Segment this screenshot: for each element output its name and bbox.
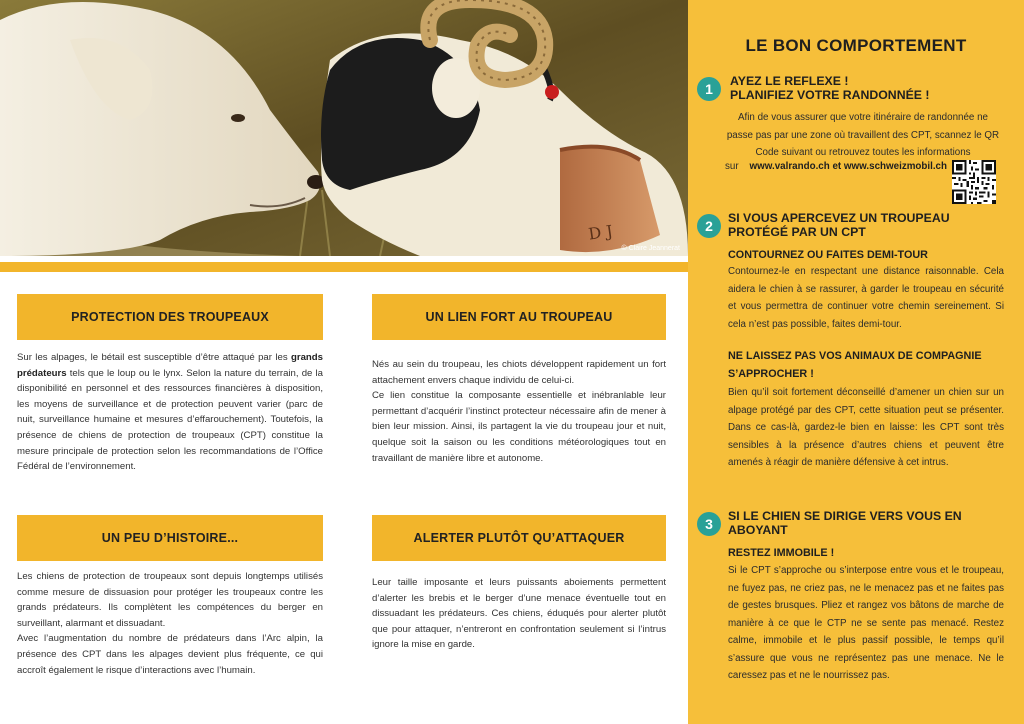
divider-stripe xyxy=(0,262,688,272)
step-2-subheading-1: CONTOURNEZ OU FAITES DEMI-TOUR xyxy=(728,249,928,261)
links-join: et xyxy=(832,161,842,172)
step-3-subheading: RESTEZ IMMOBILE ! xyxy=(728,547,835,559)
step-3-heading-line1: SI LE CHIEN SE DIRIGE VERS VOUS EN xyxy=(728,509,962,523)
card-histoire-header xyxy=(17,515,323,561)
card-alerter-header xyxy=(372,515,666,561)
link-schweizmobil[interactable]: www.schweizmobil.ch xyxy=(843,161,947,172)
card-protection-text-start: Sur les alpages, le bétail est susceptible d’être attaqué par les xyxy=(17,352,291,363)
card-alerter-title: ALERTER PLUTÔT QU’ATTAQUER xyxy=(413,531,625,545)
card-histoire-title: UN PEU D’HISTOIRE... xyxy=(101,531,239,545)
step-2-text-1: Contournez-le en respectant une distance raisonnable. Cela aidera le chien à se rassurer, à garder le troupeau en sécurité et vous permettra de continuer votre chemin sereinement. Si cela n’est pas possible, faites demi-tour. xyxy=(728,266,1004,330)
card-lien-title: UN LIEN FORT AU TROUPEAU xyxy=(425,310,613,324)
photo-credit: © Claire Jeannerat xyxy=(621,245,680,252)
step-1-heading-line1: AYEZ LE REFLEXE ! xyxy=(730,74,849,88)
link-valrando[interactable]: www.valrando.ch xyxy=(749,161,830,172)
step-1-heading-line2: PLANIFIEZ VOTRE RANDONNÉE ! xyxy=(730,88,930,102)
step-1-heading xyxy=(730,74,1010,102)
step-3-heading xyxy=(728,509,1010,537)
collar-initials: D J xyxy=(587,221,614,244)
card-histoire-p2: Avec l’augmentation du nombre de prédateurs dans l’Arc alpin, la présence des CPT dans les alpages devient plus fréquente, ce qui accroît également le risque d’interactions avec l’humain. xyxy=(17,633,323,676)
step-2-heading-line2: PROTÉGÉ PAR UN CPT xyxy=(728,225,866,239)
panel-title: LE BON COMPORTEMENT xyxy=(745,36,967,55)
card-lien-p2: Ce lien constitue la composante essentielle et inébranlable leur permettant d’acquérir l’instinct protecteur nécessaire afin de mener à bien leur mission. Ainsi, ils partagent la vie du troupeau jour et nuit, quelque soit la saison ou les conditions météorologiques tout en travaillant de manière libre et autonome. xyxy=(372,390,666,464)
card-alerter-body xyxy=(372,575,666,653)
card-histoire-body xyxy=(17,569,323,678)
step-3-text: Si le CPT s’approche ou s’interpose entre vous et le troupeau, ne fuyez pas, ne criez pas, ne le menacez pas et ne faites pas de gestes brusques. Pliez et rangez vos bâtons de marche de manière à ce que le CTP ne se sente pas menacé. Restez calme, immobile et le plus passif possible, le temps qu’il s’assure que vous ne représentez pas une menace. Ne le caressez pas et ne le nourrissez pas. xyxy=(728,565,1004,681)
step-3-badge: 3 xyxy=(697,512,721,536)
card-alerter-text: Leur taille imposante et leurs puissants aboiements permettent d’alerter les brebis et le berger d’une menace éventuelle tout en dissuadant les prédateurs. Ces chiens, éduqués pour alerter plutôt que pour attaquer, n’entreront en confrontation seulement si l’intrus ignore la mise en garde. xyxy=(372,577,666,651)
step-2-text-2: Bien qu’il soit fortement déconseillé d’amener un chien sur un alpage protégé par des CPT, cette situation peut se présenter. Dans ce cas-là, gardez-le bien en laisse: les CPT sont très sensibles à la présence d’autres chiens et peuvent être amenés à réagir de manière défensive à cet intrus. xyxy=(728,387,1004,468)
card-histoire-p1: Les chiens de protection de troupeaux sont depuis longtemps utilisés comme mesure de dissuasion pour protéger les troupeaux contre les grands prédateurs. Ils complètent les compétences du berger en surveillant, alarmant et dissuadant. xyxy=(17,571,323,629)
qr-code-icon[interactable] xyxy=(952,160,996,204)
step-2-heading-line1: SI VOUS APERCEVEZ UN TROUPEAU xyxy=(728,211,950,225)
qr-code-graphic xyxy=(952,160,996,204)
step-2-badge: 2 xyxy=(697,214,721,238)
card-lien-p1: Nés au sein du troupeau, les chiots développent rapidement un fort attachement envers chaque individu de celui-ci. xyxy=(372,359,666,386)
step-1-links xyxy=(725,161,947,172)
card-protection-text xyxy=(17,350,323,475)
card-protection-body xyxy=(17,350,323,475)
dog-and-sheep-image xyxy=(0,0,688,256)
card-protection-text-end: tels que le loup ou le lynx. Selon la nature du terrain, de la disponibilité en personnel et des ressources financières à disposition, les moyens de surveillance et de protection peuvent varier (parc de nuit, surveillance humaine et mesures d’effarouchement). Toutefois, la présence de chiens de protection de troupeaux (CPT) constitue la mesure principale de protection selon les recommandations de l’Office Fédéral de l’environnement. xyxy=(17,367,323,473)
step-1-badge: 1 xyxy=(697,77,721,101)
card-protection-title: PROTECTION DES TROUPEAUX xyxy=(71,310,269,324)
step-2-subheading-2-line1: NE LAISSEZ PAS VOS ANIMAUX DE COMPAGNIE xyxy=(728,350,982,362)
step-2-subheading-2-line2: S’APPROCHER ! xyxy=(728,368,814,380)
step-2-heading xyxy=(728,211,1008,239)
card-lien-body xyxy=(372,357,666,466)
card-lien-header xyxy=(372,294,666,340)
card-protection-text-bold: grands prédateurs xyxy=(17,352,323,379)
hero-photo xyxy=(0,0,688,256)
step-1-text: Afin de vous assurer que votre itinéraire de randonnée ne passe pas par une zone où travaillent des CPT, scannez le QR Code suivant ou retrouvez toutes les informations xyxy=(726,112,1000,158)
card-protection-header xyxy=(17,294,323,340)
links-prefix: sur xyxy=(725,161,739,172)
step-3-heading-line2: ABOYANT xyxy=(728,523,788,537)
step-2-subheading-2 xyxy=(728,347,1004,383)
